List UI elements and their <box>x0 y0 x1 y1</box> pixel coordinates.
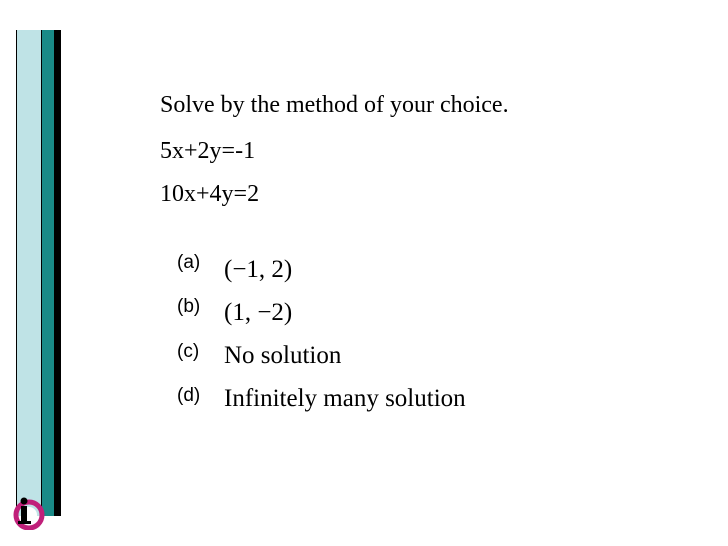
option-a-text: (−1, 2) <box>224 256 293 283</box>
left-stripe-light <box>16 30 42 516</box>
left-stripe-teal <box>42 30 54 516</box>
option-d-text: Infinitely many solution <box>224 385 466 412</box>
option-c-letter: (c) <box>177 341 200 362</box>
question-title: Solve by the method of your choice. <box>160 92 509 118</box>
option-b-text: (1, −2) <box>224 299 293 326</box>
equation-2: 10x+4y=2 <box>160 181 260 207</box>
option-c-text: No solution <box>224 342 342 369</box>
info-logo-icon <box>12 496 46 530</box>
left-stripe-black <box>54 30 61 516</box>
option-a-letter: (a) <box>177 252 201 273</box>
option-d-letter: (d) <box>177 385 201 406</box>
option-b-letter: (b) <box>177 296 201 317</box>
equation-1: 5x+2y=-1 <box>160 138 256 164</box>
